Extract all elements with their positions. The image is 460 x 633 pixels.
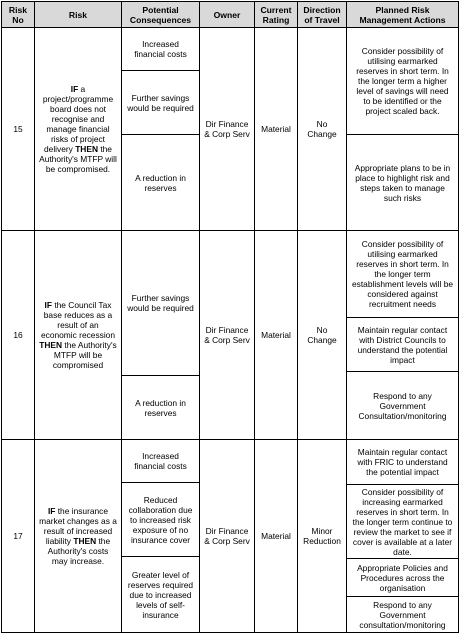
- owner-cell: Dir Finance & Corp Serv: [200, 440, 255, 633]
- action-item: Consider possibility of increasing earmarked reserves in short term. In the longer term continue to review the market to see if cover is available at a later date.: [347, 484, 458, 558]
- risk-keyword: IF: [44, 300, 52, 310]
- consequence-item: Increased financial costs: [134, 39, 187, 59]
- consequence-item: Increased financial costs: [134, 451, 187, 471]
- risk-keyword: IF: [70, 84, 79, 94]
- actions-cell: [347, 440, 459, 633]
- action-item: Maintain regular contact with FRIC to understand the potential impact: [357, 447, 448, 477]
- rating-cell: Material: [255, 440, 298, 633]
- consequence-item: Further savings would be required: [122, 70, 199, 134]
- consequence-item: A reduction in reserves: [122, 134, 199, 230]
- risk-description: [35, 28, 122, 231]
- risk-description: [35, 440, 122, 633]
- risk-text-segment: a project/programme board does not recognise and manage financial risks of project delivery: [42, 84, 114, 154]
- rating-cell: Material: [255, 231, 298, 440]
- risk-number: 16: [2, 231, 35, 440]
- risk-keyword: THEN: [75, 144, 98, 154]
- direction-cell: Minor Reduction: [298, 440, 347, 633]
- header-rating: Current Rating: [255, 2, 298, 28]
- header-risk-no: Risk No: [2, 2, 35, 28]
- table-row: [2, 231, 459, 440]
- risk-register-table: [1, 1, 459, 633]
- risk-number: 15: [2, 28, 35, 231]
- header-consequences: Potential Consequences: [122, 2, 200, 28]
- risk-description: [35, 231, 122, 440]
- risk-keyword: THEN: [39, 340, 63, 350]
- action-item: Consider possibility of utilising earmarked reserves in short term. In the longer term establishment levels will be considered against recruitment needs: [352, 239, 454, 309]
- risk-text-segment: the Council Tax base reduces as a result of an economic recession: [40, 300, 115, 340]
- risk-text-segment: the Authority's MTFP will be compromised.: [39, 144, 117, 174]
- action-item: Respond to any Government consultation/monitoring: [347, 596, 458, 632]
- owner-cell: Dir Finance & Corp Serv: [200, 231, 255, 440]
- consequence-item: Reduced collaboration due to increased risk exposure of no insurance cover: [122, 482, 199, 556]
- consequence-item: Greater level of reserves required due to increased levels of self-insurance: [122, 556, 199, 632]
- direction-cell: No Change: [298, 231, 347, 440]
- risk-text-segment: the insurance market changes as a result of increased liability: [39, 506, 117, 546]
- action-item: Appropriate Policies and Procedures across the organisation: [347, 558, 458, 596]
- action-item: Respond to any Government Consultation/monitoring: [347, 371, 458, 439]
- header-direction: Direction of Travel: [298, 2, 347, 28]
- action-item: Maintain regular contact with District Councils to understand the potential impact: [347, 317, 458, 371]
- consequence-item: A reduction in reserves: [122, 375, 199, 439]
- risk-text-segment: the Authority's costs may increase.: [47, 536, 111, 566]
- risk-keyword: IF: [47, 506, 56, 516]
- risk-text-segment: the Authority's MTFP will be compromised: [52, 340, 117, 370]
- risk-keyword: THEN: [73, 536, 97, 546]
- consequences-cell: [122, 28, 200, 231]
- action-item: Appropriate plans to be in place to highlight risk and steps taken to manage such risks: [347, 134, 458, 230]
- consequences-cell: [122, 440, 200, 633]
- owner-cell: Dir Finance & Corp Serv: [200, 28, 255, 231]
- direction-cell: No Change: [298, 28, 347, 231]
- actions-cell: [347, 231, 459, 440]
- table-row: [2, 440, 459, 633]
- consequence-item: Further savings would be required: [127, 293, 194, 313]
- consequences-cell: [122, 231, 200, 440]
- table-row: [2, 28, 459, 231]
- actions-cell: [347, 28, 459, 231]
- rating-cell: Material: [255, 28, 298, 231]
- risk-number: 17: [2, 440, 35, 633]
- header-risk: Risk: [35, 2, 122, 28]
- action-item: Consider possibility of utilising earmarked reserves in short term. In the longer term a higher level of savings will need to be identified or the project scaled back.: [356, 46, 449, 116]
- header-owner: Owner: [200, 2, 255, 28]
- header-actions: Planned Risk Management Actions: [347, 2, 459, 28]
- header-row: [2, 2, 459, 28]
